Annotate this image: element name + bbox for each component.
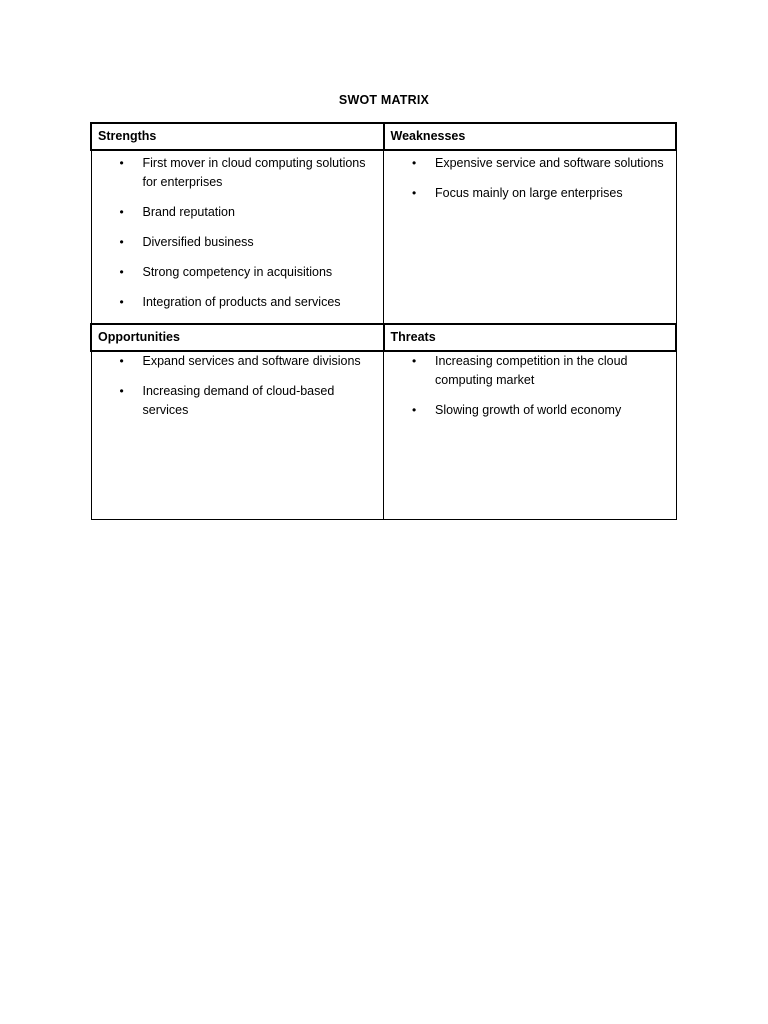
bullet-icon: • bbox=[119, 156, 124, 170]
list-item-text: Strong competency in acquisitions bbox=[142, 265, 333, 279]
list-item-text: Integration of products and services bbox=[142, 295, 341, 309]
threats-list bbox=[384, 352, 676, 420]
bullet-icon: • bbox=[412, 156, 417, 170]
opportunities-heading: Opportunities bbox=[91, 324, 384, 351]
bullet-icon: • bbox=[119, 354, 124, 368]
bullet-icon: • bbox=[119, 235, 124, 249]
page-title: SWOT MATRIX bbox=[338, 93, 430, 107]
weaknesses-cell bbox=[384, 150, 677, 324]
list-item-text: First mover in cloud computing solutions for enterprises bbox=[142, 156, 366, 189]
list-item bbox=[92, 293, 384, 312]
content-row-bottom bbox=[91, 351, 676, 520]
list-item-text: Increasing demand of cloud-based services bbox=[142, 384, 335, 417]
strengths-cell bbox=[91, 150, 384, 324]
threats-heading: Threats bbox=[384, 324, 677, 351]
list-item-text: Increasing competition in the cloud computing market bbox=[435, 354, 628, 387]
bullet-icon: • bbox=[412, 354, 417, 368]
header-row-top bbox=[91, 123, 676, 150]
strengths-list bbox=[92, 151, 384, 312]
weaknesses-heading: Weaknesses bbox=[384, 123, 677, 150]
opportunities-cell bbox=[91, 351, 384, 520]
list-item-text: Slowing growth of world economy bbox=[435, 403, 622, 417]
content-row-top bbox=[91, 150, 676, 324]
header-row-bottom bbox=[91, 324, 676, 351]
list-item bbox=[384, 154, 676, 173]
list-item bbox=[92, 154, 384, 192]
opportunities-list bbox=[92, 352, 384, 420]
bullet-icon: • bbox=[119, 295, 124, 309]
bullet-icon: • bbox=[412, 403, 417, 417]
bullet-icon: • bbox=[119, 205, 124, 219]
bullet-icon: • bbox=[119, 265, 124, 279]
list-item-text: Brand reputation bbox=[142, 205, 235, 219]
list-item bbox=[384, 352, 676, 390]
list-item-text: Diversified business bbox=[142, 235, 254, 249]
list-item bbox=[384, 401, 676, 420]
list-item-text: Expensive service and software solutions bbox=[435, 156, 664, 170]
bullet-icon: • bbox=[412, 186, 417, 200]
list-item-text: Expand services and software divisions bbox=[142, 354, 361, 368]
list-item bbox=[92, 352, 384, 371]
list-item-text: Focus mainly on large enterprises bbox=[435, 186, 623, 200]
weaknesses-list bbox=[384, 151, 676, 203]
list-item bbox=[92, 263, 384, 282]
list-item bbox=[384, 184, 676, 203]
strengths-heading: Strengths bbox=[91, 123, 384, 150]
list-item bbox=[92, 382, 384, 420]
swot-matrix-table bbox=[90, 122, 677, 520]
bullet-icon: • bbox=[119, 384, 124, 398]
list-item bbox=[92, 203, 384, 222]
threats-cell bbox=[384, 351, 677, 520]
list-item bbox=[92, 233, 384, 252]
